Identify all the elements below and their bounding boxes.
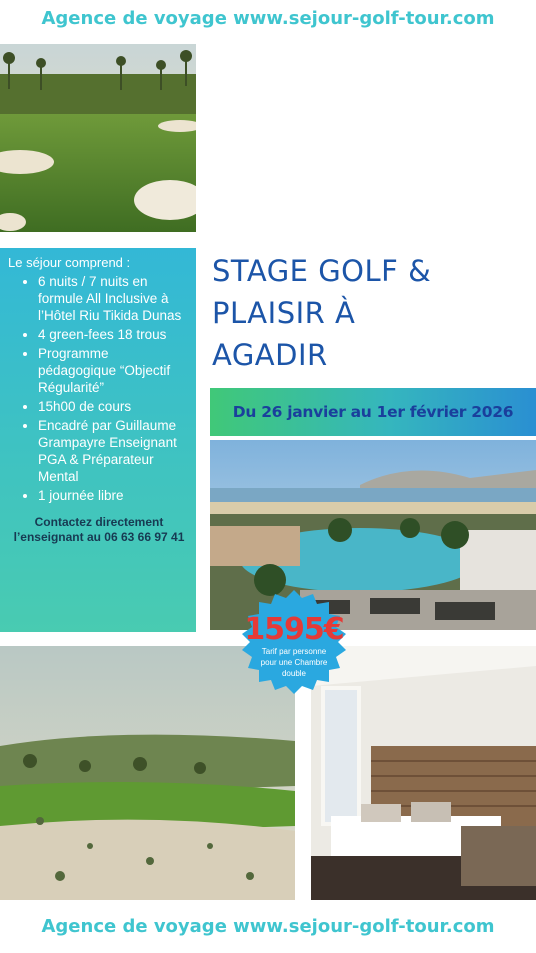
contact-info [8, 515, 190, 545]
title-line-1: STAGE GOLF & [212, 254, 432, 288]
price-value: 1595€ [244, 612, 344, 647]
header-banner: Agence de voyage www.sejour-golf-tour.com [41, 8, 495, 29]
price-badge [232, 590, 356, 694]
price-note: Tarif par personne pour une Chambre double [260, 647, 328, 678]
list-item: • Encadré par Guillaume Grampayre Enseignant PGA & Préparateur Mental [38, 417, 190, 485]
list-item: • 6 nuits / 7 nuits en formule All Inclusive à l’Hôtel Riu Tikida Dunas [38, 273, 190, 324]
included-list [8, 273, 190, 504]
list-item: • Programme pédagogique “Objectif Régularité” [38, 345, 190, 396]
date-text: Du 26 janvier au 1er février 2026 [232, 403, 514, 421]
golf-course-photo-top [0, 44, 196, 232]
date-banner [210, 388, 536, 436]
title-line-2: PLAISIR À [212, 296, 356, 330]
footer-banner: Agence de voyage www.sejour-golf-tour.com [41, 916, 495, 937]
list-item: • 4 green-fees 18 trous [38, 326, 190, 343]
included-info-panel [0, 248, 196, 632]
list-item: • 15h00 de cours [38, 398, 190, 415]
contact-line-1: Contactez directement [34, 515, 164, 529]
list-item: • 1 journée libre [38, 487, 190, 504]
title-line-3: AGADIR [212, 338, 328, 372]
contact-line-2: l’enseignant au 06 63 66 97 41 [13, 530, 185, 544]
included-intro: Le séjour comprend : [8, 255, 131, 270]
page-title [212, 250, 532, 376]
